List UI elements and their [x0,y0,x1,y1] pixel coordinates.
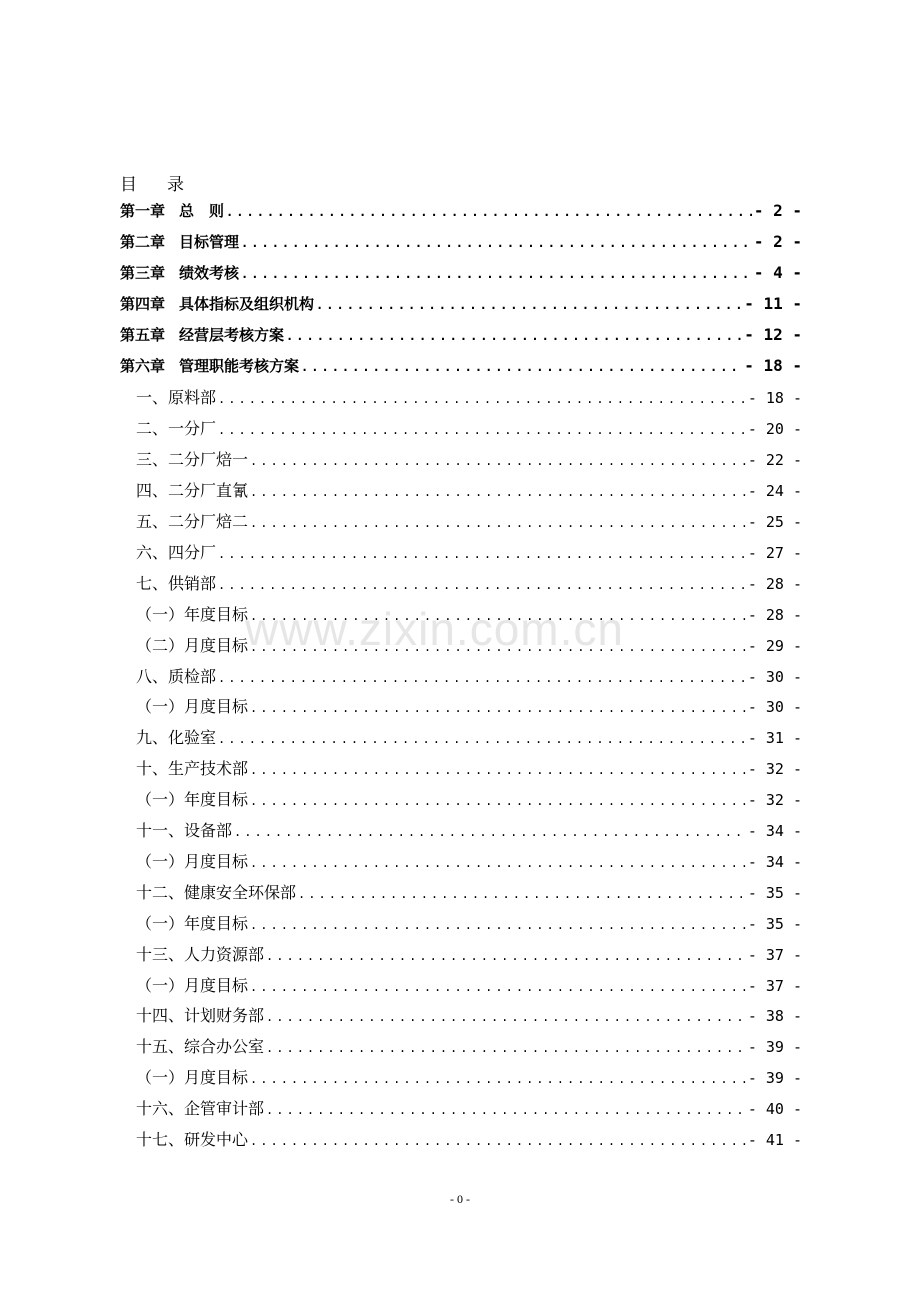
toc-chapter-label [120,200,224,221]
toc-subsection-entry[interactable] [136,633,802,657]
toc-section-entry[interactable] [136,942,802,966]
toc-page-number: - 35 - [747,883,802,902]
dot-leader [250,701,746,715]
toc-section-entry[interactable] [136,447,802,471]
toc-entry-label: 七、供销部 [136,573,217,593]
toc-entry-label: 十一、设备部 [136,821,233,840]
dot-leader [250,856,746,870]
toc-page-number: - 22 - [747,451,802,470]
toc-page-number: - 40 - [747,1100,802,1119]
chapter-number: 第二章 [120,232,166,251]
toc-page-number: - 35 - [747,914,802,933]
dot-leader [250,609,746,623]
dot-leader [266,1041,746,1055]
toc-page-number: - 34 - [747,822,802,840]
toc-section-entry[interactable] [136,1096,802,1120]
chapter-number: 第三章 [120,263,166,282]
toc-entry-label: 五、二分厂焙二 [136,512,249,531]
dot-leader [250,980,746,994]
toc-page-number: - 30 - [747,667,802,686]
toc-page-number: - 2 - [753,231,802,251]
toc-entry-label: （一）年度目标 [136,604,249,624]
dot-leader [266,1010,746,1024]
dot-leader [250,1072,746,1086]
toc-page-number: - 2 - [753,201,802,220]
dot-leader [250,918,746,932]
toc-entry-label: （一）年度目标 [136,913,249,933]
toc-page-number: - 18 - [744,355,802,375]
dot-leader [250,794,746,808]
dot-leader [250,640,746,654]
toc-entry-label: 九、化验室 [136,728,217,748]
toc-subsection-entry[interactable] [136,787,802,811]
toc-entry-label: 十五、综合办公室 [136,1037,265,1057]
dot-leader [250,454,746,468]
toc-entry-label: 四、二分厂直氰 [136,481,249,501]
toc-page-number: - 18 - [747,389,802,408]
dot-leader [218,423,746,437]
dot-leader [286,329,742,343]
toc-section-entry[interactable] [136,756,802,780]
toc-chapter-label [120,324,284,345]
toc-section-entry[interactable] [136,1034,802,1058]
toc-page-number: - 4 - [753,262,802,282]
toc-page-number: - 12 - [744,324,802,344]
toc-subsection-entry[interactable] [136,602,802,626]
toc-subsection-entry[interactable] [136,694,802,718]
dot-leader [241,267,752,281]
toc-entry-label: 八、质检部 [136,666,217,686]
dot-leader [250,1134,746,1148]
dot-leader [250,763,746,777]
dot-leader [301,360,742,374]
toc-page-number: - 11 - [744,293,802,313]
toc-page-number: - 20 - [747,420,802,439]
chapter-title: 经营层考核方案 [179,325,285,344]
toc-section-entry[interactable] [136,664,802,688]
toc-chapter-entry[interactable] [120,355,802,379]
toc-chapter-label [120,293,314,314]
toc-entry-label: 十三、人力资源部 [136,944,265,964]
toc-entry-label: 十七、研发中心 [136,1130,249,1149]
toc-heading-char-1: 目 [120,175,137,195]
toc-section-entry[interactable] [136,880,802,904]
toc-page-number: - 37 - [747,945,802,964]
dot-leader [266,949,746,963]
toc-section-entry[interactable] [136,1127,802,1151]
toc-chapter-entry[interactable] [120,262,802,286]
toc-page-number: - 37 - [747,976,802,995]
toc-chapter-entry[interactable] [120,231,802,255]
toc-chapter-label [120,231,239,252]
toc-heading [120,170,184,195]
dot-leader [226,205,752,219]
dot-leader [218,547,746,561]
toc-subsection-entry[interactable] [136,911,802,935]
toc-chapter-entry[interactable] [120,200,802,224]
toc-entry-label: （一）年度目标 [136,790,249,810]
toc-entry-label: 二、一分厂 [136,419,217,439]
toc-section-entry[interactable] [136,385,802,409]
toc-section-entry[interactable] [136,540,802,564]
toc-subsection-entry[interactable] [136,1065,802,1089]
toc-page-number: - 29 - [747,636,802,655]
toc-entry-label: 十、生产技术部 [136,759,249,779]
toc-section-entry[interactable] [136,1003,802,1027]
toc-page-number: - 39 - [747,1069,802,1088]
toc-section-entry[interactable] [136,416,802,440]
toc-section-entry[interactable] [136,725,802,749]
toc-entry-label: 六、四分厂 [136,542,217,562]
toc-page-number: - 31 - [747,729,802,748]
toc-section-entry[interactable] [136,571,802,595]
dot-leader [250,516,746,530]
page-footer-number: - 0 - [450,1192,470,1206]
toc-page-number: - 32 - [747,791,802,810]
toc-subsection-entry[interactable] [136,849,802,873]
toc-section-entry[interactable] [136,509,802,533]
dot-leader [218,578,746,592]
toc-entry-label: （一）月度目标 [136,975,249,995]
chapter-number: 第五章 [120,325,166,344]
toc-section-entry[interactable] [136,818,802,842]
toc-entry-label: 十四、计划财务部 [136,1006,265,1026]
toc-page-number: - 39 - [747,1038,802,1057]
toc-chapter-entry[interactable] [120,293,802,317]
toc-page-number: - 28 - [747,574,802,593]
toc-entry-label: （一）月度目标 [136,697,249,717]
chapter-number: 第六章 [120,356,166,375]
dot-leader [316,298,742,312]
toc-page-number: - 38 - [747,1007,802,1026]
chapter-title: 具体指标及组织机构 [179,294,315,313]
toc-page-number: - 34 - [747,852,802,871]
toc-section-entry[interactable] [136,478,802,502]
toc-entry-label: （一）月度目标 [136,1068,249,1088]
dot-leader [218,671,746,685]
chapter-title: 目标管理 [179,232,240,251]
toc-entry-label: 十二、健康安全环保部 [136,882,297,902]
dot-leader [241,236,752,250]
dot-leader [266,1103,746,1117]
toc-chapter-entry[interactable] [120,324,802,348]
toc-heading-char-2: 录 [167,175,184,195]
toc-page-number: - 27 - [747,543,802,562]
toc-subsection-entry[interactable] [136,973,802,997]
toc-entry-label: （一）月度目标 [136,851,249,871]
watermark: www.zixin.com.cn [245,603,624,655]
chapter-number: 第四章 [120,294,166,313]
toc-page-number: - 41 - [747,1131,802,1149]
dot-leader [298,887,746,901]
toc-page-number: - 25 - [747,513,802,531]
dot-leader [218,732,746,746]
toc-entry-label: 一、原料部 [136,388,217,408]
chapter-title: 绩效考核 [179,263,240,282]
toc-page-number: - 30 - [747,698,802,717]
toc-entry-label: 三、二分厂焙一 [136,450,249,470]
dot-leader [250,485,746,499]
toc-page-number: - 32 - [747,760,802,779]
chapter-number: 第一章 [120,202,166,220]
dot-leader [234,825,746,839]
toc-entry-label: 十六、企管审计部 [136,1099,265,1119]
chapter-title: 总 则 [179,202,225,220]
toc-page-number: - 28 - [747,605,802,624]
chapter-title: 管理职能考核方案 [179,356,300,375]
toc-chapter-label [120,262,239,283]
toc-entry-label: （二）月度目标 [136,635,249,655]
toc-chapter-label [120,355,299,376]
dot-leader [218,392,746,406]
toc-page-number: - 24 - [747,482,802,501]
